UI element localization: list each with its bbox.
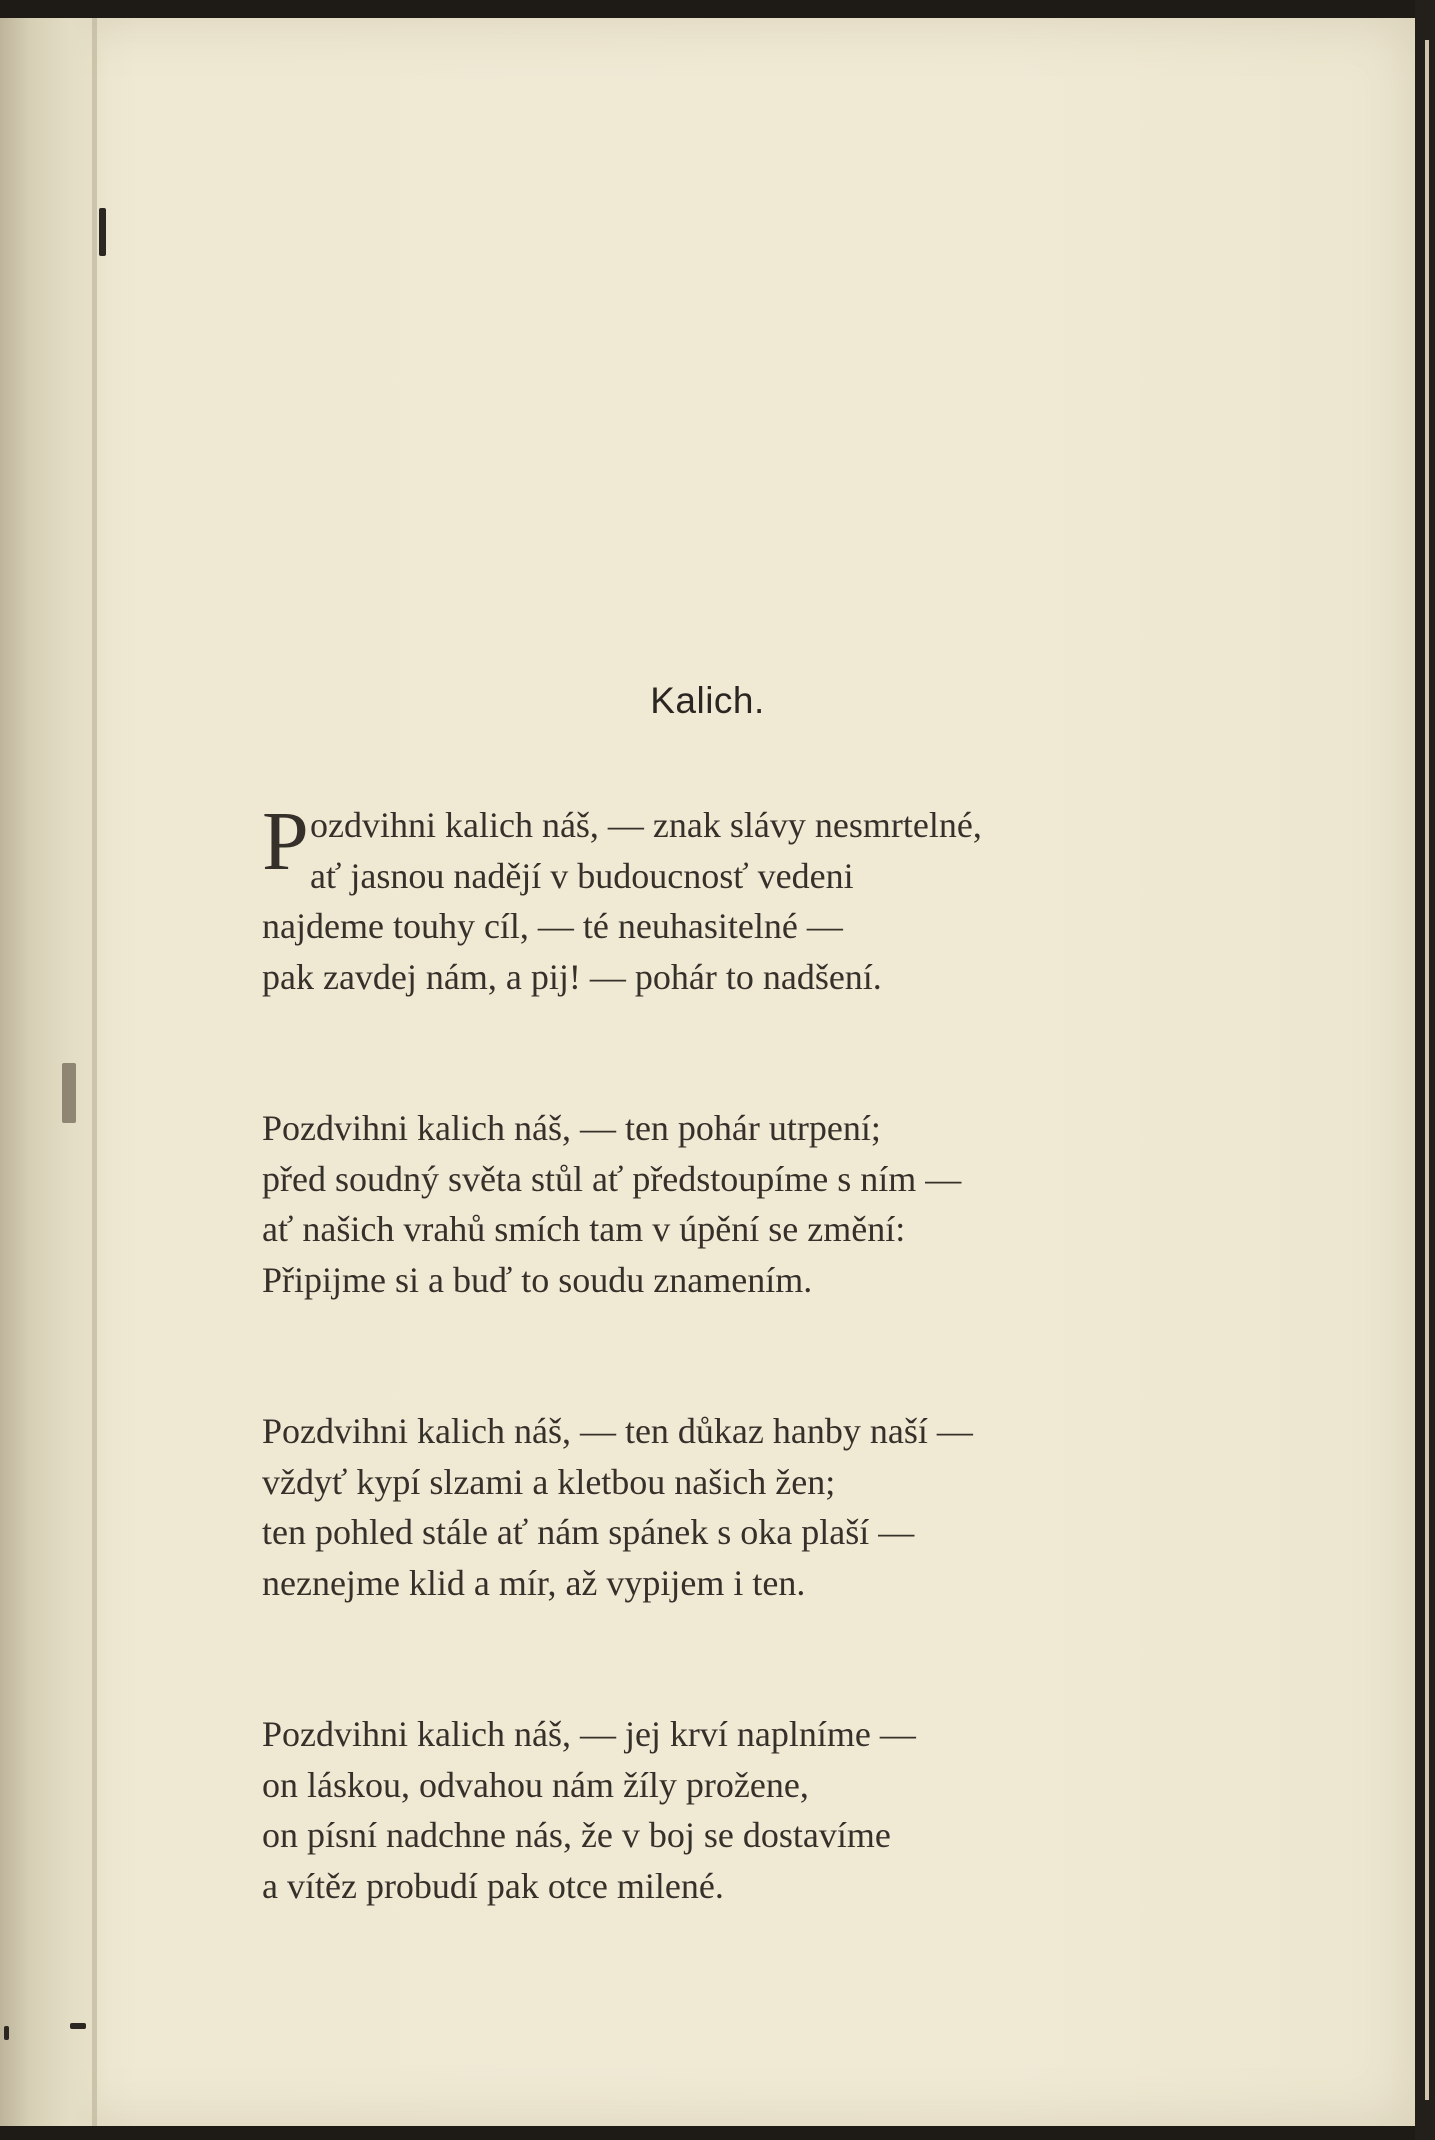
poem-line: Pozdvihni kalich náš, — ten důkaz hanby naší —	[262, 1411, 973, 1451]
poem-title: Kalich.	[650, 680, 765, 721]
poem-line: a vítěz probudí pak otce milené.	[262, 1865, 724, 1906]
poem-body	[262, 795, 1162, 1911]
scan-mark	[4, 2026, 9, 2040]
poem-line: najdeme touhy cíl, — té neuhasitelné —	[262, 906, 843, 946]
stanza-4	[262, 1709, 1162, 1911]
book-page	[0, 18, 1415, 2126]
poem-line: on láskou, odvahou nám žíly prožene,	[262, 1764, 809, 1805]
poem-line: neznejme klid a mír, až vypijem i ten.	[262, 1562, 806, 1603]
poem-line: ten pohled stále ať nám spánek s oka plaší —	[262, 1512, 915, 1552]
poem-line: ozdvihni kalich náš, — znak slávy nesmrtelné,	[310, 805, 982, 845]
poem-line: Pozdvihni kalich náš, — ten pohár utrpení;	[262, 1108, 881, 1148]
stanza-2	[262, 1103, 1162, 1305]
poem-line: on písní nadchne nás, že v boj se dostavíme	[262, 1815, 891, 1855]
scan-edge	[1415, 0, 1435, 2140]
scan-edge-line	[1425, 40, 1429, 2100]
poem-line: pak zavdej nám, a pij! — pohár to nadšení.	[262, 956, 882, 997]
scan-mark	[62, 1063, 76, 1123]
stanza-3	[262, 1406, 1162, 1608]
drop-cap: P	[262, 795, 309, 888]
poem-line: Připijme si a buď to soudu znamením.	[262, 1259, 813, 1300]
poem-line: Pozdvihni kalich náš, — jej krví naplníme —	[262, 1714, 916, 1754]
scan-mark	[70, 2023, 86, 2029]
page-fold	[92, 18, 97, 2126]
poem-line: ať jasnou nadějí v budoucnosť vedeni	[310, 855, 854, 896]
poem-line: vždyť kypí slzami a kletbou našich žen;	[262, 1461, 836, 1502]
poem-line: ať našich vrahů smích tam v úpění se změní:	[262, 1209, 906, 1249]
stanza-1	[262, 795, 1162, 1002]
poem-line: před soudný světa stůl ať předstoupíme s ním —	[262, 1158, 962, 1199]
scan-mark	[99, 208, 106, 256]
